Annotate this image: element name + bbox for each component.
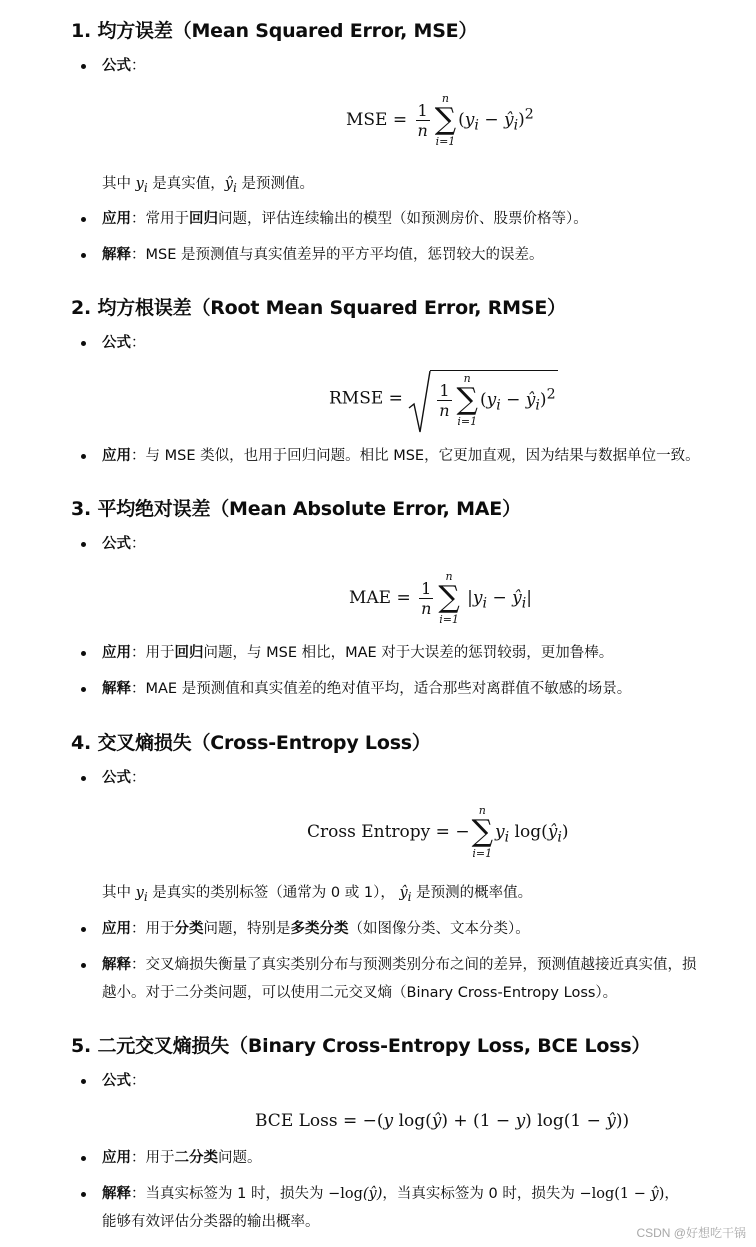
section-1-title: 1. 均方误差（Mean Squared Error, MSE）	[71, 20, 478, 42]
watermark: CSDN @好想吃干锅	[636, 1226, 746, 1240]
label-formula: 公式	[102, 58, 131, 74]
section-2-title: 2. 均方根误差（Root Mean Squared Error, RMSE）	[71, 297, 566, 319]
section-4-title: 4. 交叉熵损失（Cross-Entropy Loss）	[71, 732, 431, 754]
explanation-continued: 能够有效评估分类器的输出概率。	[102, 1214, 320, 1230]
section-5-title: 5. 二元交叉熵损失（Binary Cross-Entropy Loss, BCE Loss）	[71, 1035, 651, 1057]
formula-name: MSE	[346, 110, 388, 130]
formula-cross-entropy: Cross Entropy = − n ∑ i=1 $y_i$ $\log(ŷ_i)$	[307, 804, 569, 860]
bullet	[81, 64, 86, 69]
fraction: $\frac{1}{n}$	[417, 101, 428, 140]
formula-mae: MAE = $\frac{1}{n}$ n ∑ i=1 $|y_i$ − $ŷ_i|$	[349, 570, 532, 626]
summation-symbol: n ∑ i=1	[434, 92, 457, 148]
section-3-title: 3. 平均绝对误差（Mean Absolute Error, MAE）	[71, 498, 521, 520]
square-root-symbol: $\frac{1}{n}$ n ∑ i=1 ($y_i$ − $ŷ_i)^2$	[408, 370, 557, 428]
formula-mse: MSE = $\frac{1}{n}$ n ∑ i=1 ($y_i$ − $ŷ_i)^2$	[346, 92, 534, 148]
formula-note: 其中 $y_i$ 是真实值，$ŷ_i$ 是预测值。	[102, 176, 314, 195]
formula-rmse: RMSE = $\frac{1}{n}$ n ∑ i=1 ($y_i$ − $ŷ_i)^2$	[329, 370, 558, 428]
formula-bce: BCE Loss = −(y log(ŷ) + (1 − y) log(1 − ŷ))	[255, 1111, 630, 1131]
formula-note: 其中 $y_i$ 是真实的类别标签（通常为 0 或 1）， $ŷ_i$ 是预测的概率值。	[102, 885, 533, 904]
explanation-continued: 越小。对于二分类问题，可以使用二元交叉熵（Binary Cross-Entropy Loss）。	[102, 985, 618, 1001]
